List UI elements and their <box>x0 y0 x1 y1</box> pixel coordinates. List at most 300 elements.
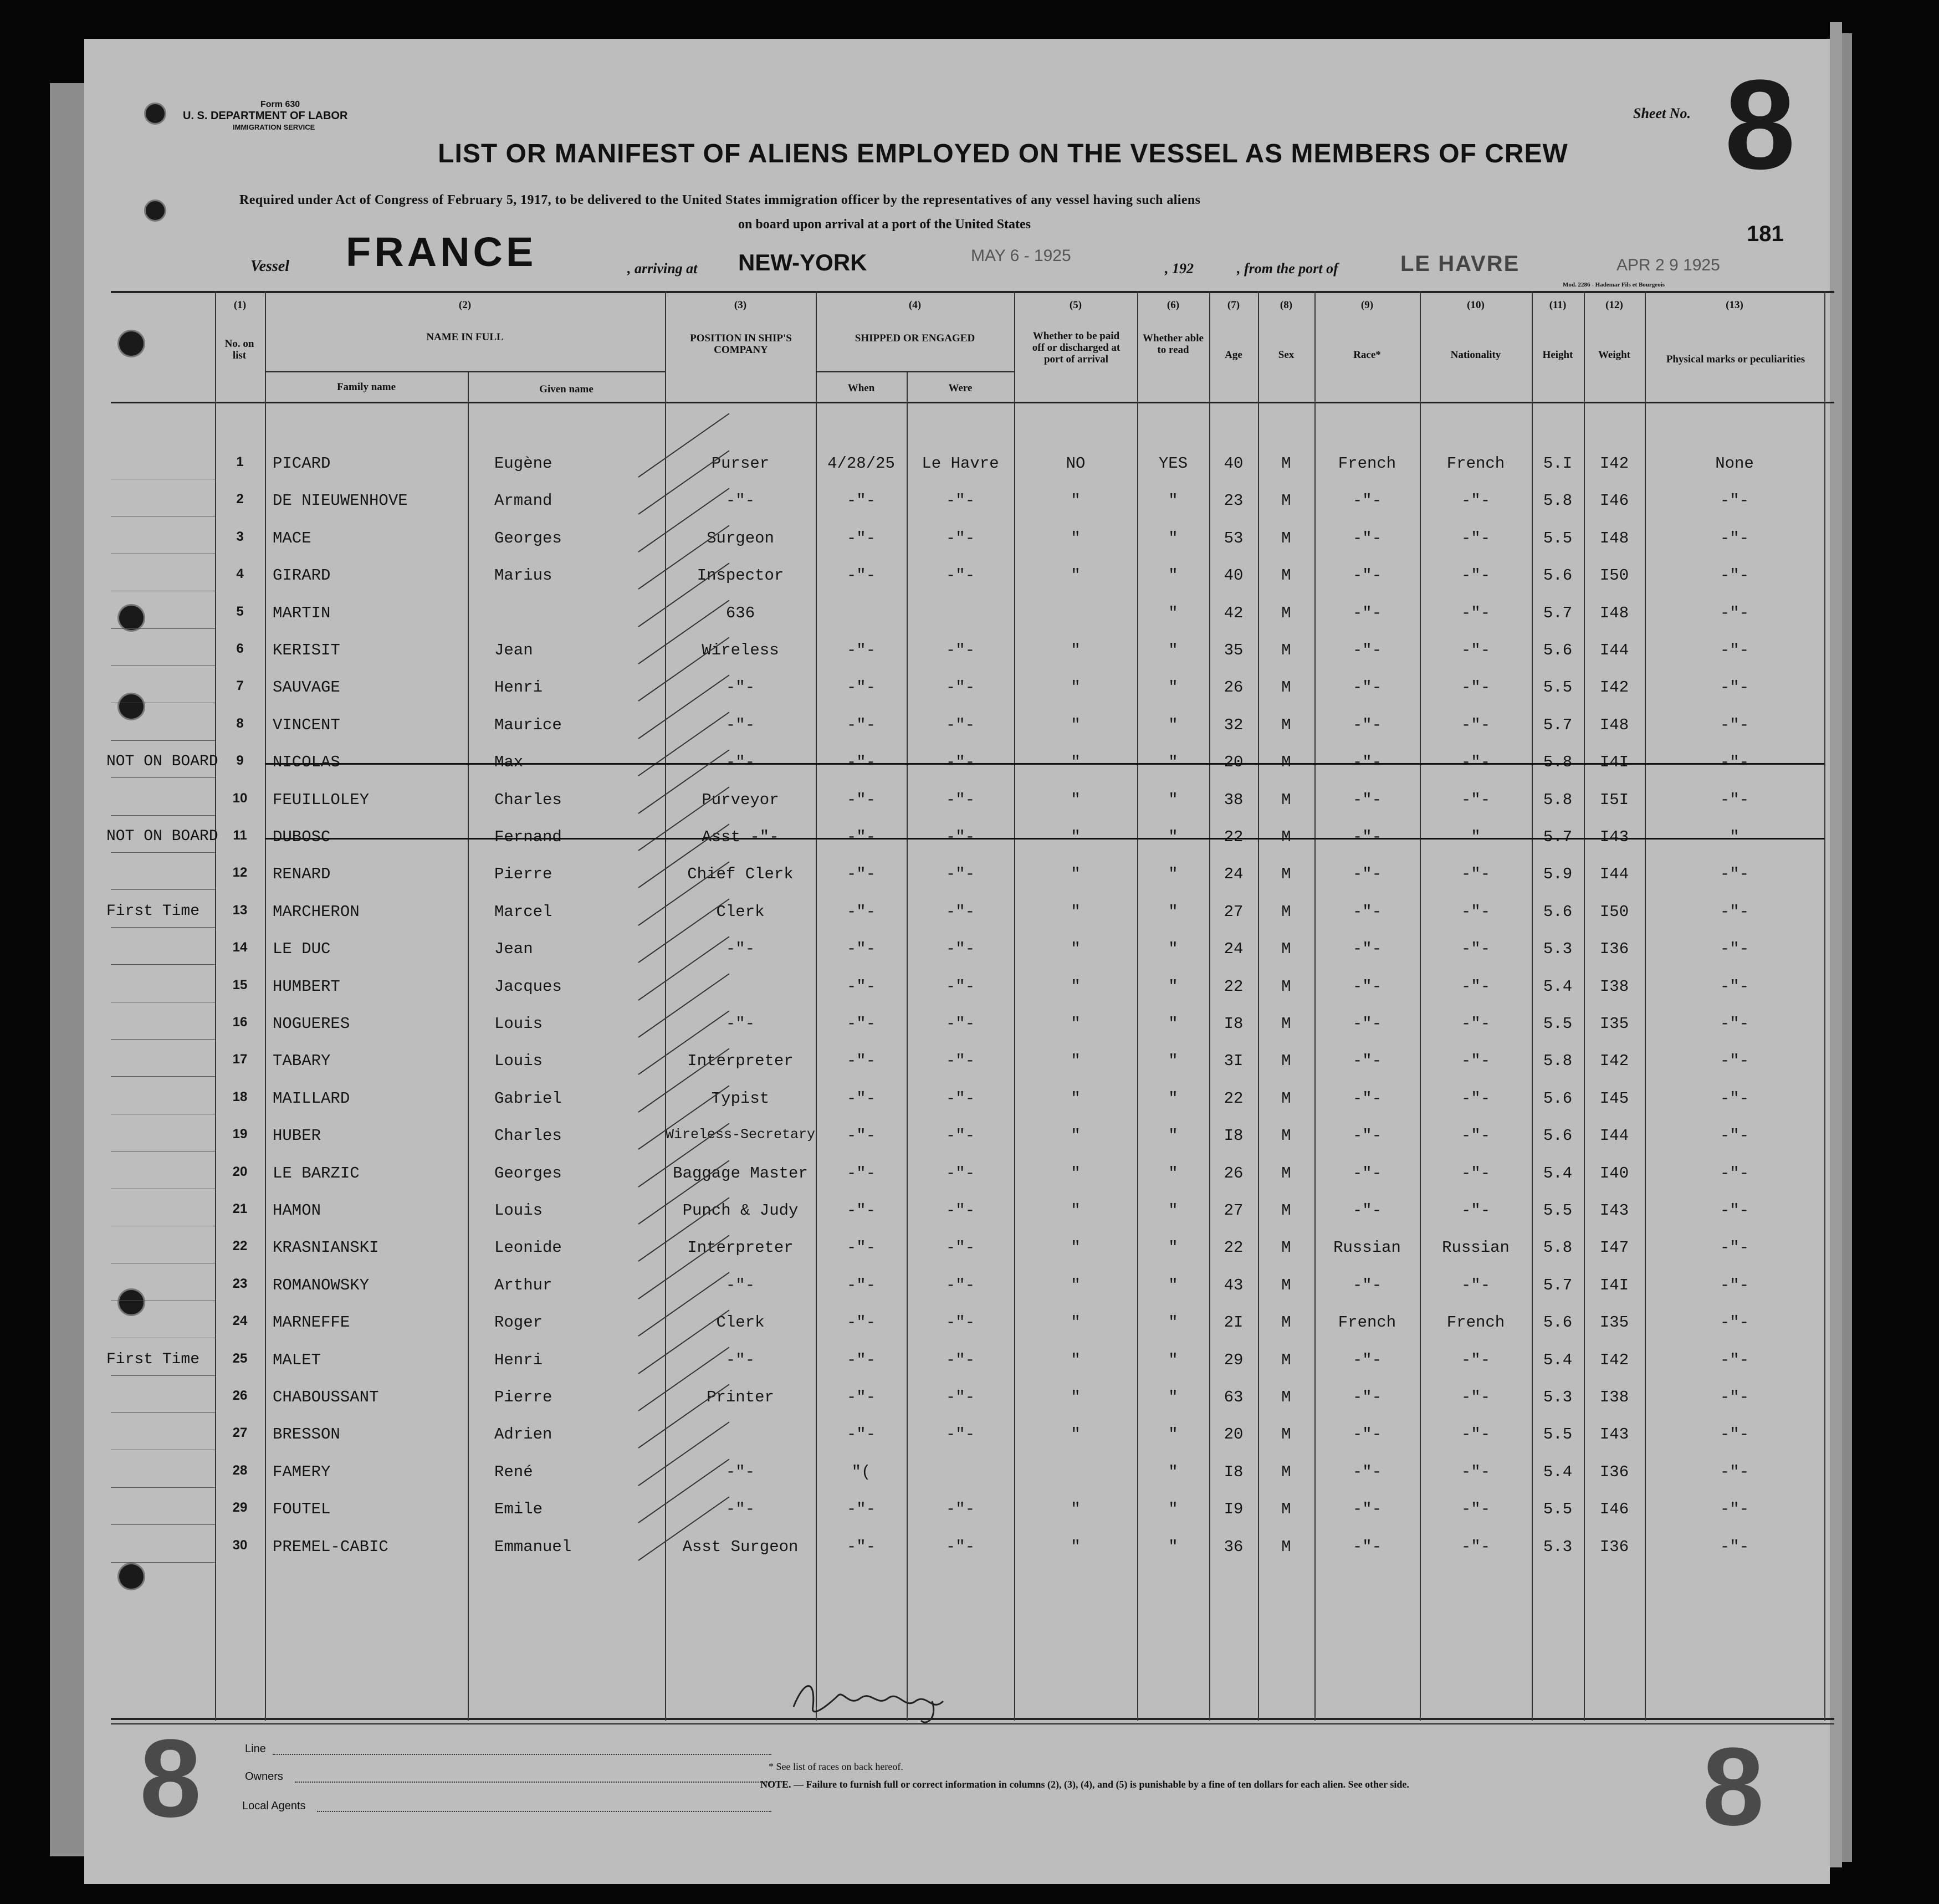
sex: M <box>1281 940 1291 959</box>
page-edge <box>50 83 84 1856</box>
family-name: FOUTEL <box>273 1500 331 1519</box>
sex: M <box>1281 1350 1291 1369</box>
position: Asst Surgeon <box>682 1537 799 1556</box>
shipped-when: -"- <box>846 977 876 996</box>
col5-number: (5) <box>1069 299 1082 311</box>
given-name: Fernand <box>494 828 562 846</box>
nationality: -"- <box>1461 790 1491 809</box>
paid-off: " <box>1071 977 1081 996</box>
given-name: Georges <box>494 1164 562 1183</box>
given-name: Adrien <box>494 1425 552 1444</box>
race: -"- <box>1352 1164 1382 1183</box>
sex: M <box>1281 1201 1291 1220</box>
margin-rule <box>111 927 215 928</box>
shipped-where: -"- <box>945 1089 975 1108</box>
department: U. S. DEPARTMENT OF LABOR <box>183 110 348 122</box>
paid-off: NO <box>1066 454 1086 473</box>
nationality: -"- <box>1461 641 1491 659</box>
col2-number: (2) <box>458 299 472 311</box>
shipped-when: -"- <box>846 865 876 884</box>
age: 26 <box>1224 1164 1244 1183</box>
nationality: -"- <box>1461 753 1491 772</box>
shipped-when: -"- <box>846 641 876 659</box>
row-note: NOT ON BOARD <box>106 828 218 845</box>
shipped-when: 4/28/25 <box>827 454 895 473</box>
height: 5.8 <box>1543 753 1573 772</box>
age: 43 <box>1224 1276 1244 1294</box>
table-header-rule <box>111 402 1834 403</box>
col1-header: No. on list <box>224 338 254 361</box>
physical-marks: -"- <box>1720 790 1749 809</box>
age: 42 <box>1224 603 1244 622</box>
age: 40 <box>1224 566 1244 585</box>
paid-off: " <box>1071 1500 1081 1519</box>
family-name: MARCHERON <box>273 902 360 921</box>
position: 636 <box>725 603 755 622</box>
physical-marks: -"- <box>1720 715 1749 734</box>
race: -"- <box>1352 492 1382 510</box>
weight: I44 <box>1599 865 1629 884</box>
vessel-label: Vessel <box>250 258 289 275</box>
nationality: French <box>1446 1313 1505 1332</box>
position: Inspector <box>697 566 784 585</box>
weight: I36 <box>1599 1537 1629 1556</box>
physical-marks: -"- <box>1720 1537 1749 1556</box>
col8-number: (8) <box>1280 299 1293 311</box>
sex: M <box>1281 1462 1291 1481</box>
margin-rule <box>111 1487 215 1488</box>
position: Wireless-Secretary <box>665 1127 816 1143</box>
weight: I36 <box>1599 940 1629 959</box>
nationality: -"- <box>1461 940 1491 959</box>
col2-header: NAME IN FULL <box>426 331 504 343</box>
row-number: 26 <box>232 1388 248 1403</box>
physical-marks: -"- <box>1720 1276 1749 1294</box>
age: 20 <box>1224 1425 1244 1444</box>
sex: M <box>1281 828 1291 846</box>
able-to-read: " <box>1168 1462 1178 1481</box>
family-name: MAILLARD <box>273 1089 350 1108</box>
weight: I40 <box>1599 1164 1629 1183</box>
row-number: 13 <box>232 902 248 918</box>
binder-hole <box>117 1563 145 1590</box>
sex: M <box>1281 1276 1291 1294</box>
position: Surgeon <box>707 529 774 547</box>
paid-off: " <box>1071 678 1081 697</box>
age: 29 <box>1224 1350 1244 1369</box>
nationality: -"- <box>1461 566 1491 585</box>
column-rule <box>468 371 469 1721</box>
age: 36 <box>1224 1537 1244 1556</box>
given-name: Max <box>494 753 524 772</box>
margin-rule <box>111 628 215 629</box>
age: 53 <box>1224 529 1244 547</box>
shipped-where: -"- <box>945 1238 975 1257</box>
position: -"- <box>725 715 755 734</box>
paid-off: " <box>1071 715 1081 734</box>
shipped-where: -"- <box>945 1127 975 1145</box>
sex: M <box>1281 902 1291 921</box>
physical-marks: -"- <box>1720 492 1749 510</box>
paid-off: " <box>1071 753 1081 772</box>
sheet-label: Sheet No. <box>1633 105 1691 121</box>
family-name: RENARD <box>273 865 331 884</box>
nationality: -"- <box>1461 1388 1491 1406</box>
col13-header: Physical marks or peculiarities <box>1666 354 1805 365</box>
col6-number: (6) <box>1167 299 1180 311</box>
physical-marks: -"- <box>1720 940 1749 959</box>
age: 22 <box>1224 977 1244 996</box>
nationality: French <box>1446 454 1505 473</box>
nationality: -"- <box>1461 529 1491 547</box>
nationality: " <box>1471 828 1481 846</box>
weight: I50 <box>1599 566 1629 585</box>
height: 5.3 <box>1543 1537 1573 1556</box>
position: Purser <box>711 454 770 473</box>
position: Punch & Judy <box>682 1201 799 1220</box>
row-number: 23 <box>232 1276 248 1291</box>
family-name: TABARY <box>273 1052 331 1071</box>
shipped-where: -"- <box>945 1201 975 1220</box>
shipped-where: -"- <box>945 940 975 959</box>
row-number: 24 <box>232 1313 248 1329</box>
race: -"- <box>1352 1127 1382 1145</box>
shipped-when: -"- <box>846 566 876 585</box>
weight: I44 <box>1599 641 1629 659</box>
paid-off: " <box>1071 865 1081 884</box>
paid-off: " <box>1071 1313 1081 1332</box>
col4-number: (4) <box>908 299 922 311</box>
sex: M <box>1281 678 1291 697</box>
family-name: NOGUERES <box>273 1015 350 1033</box>
position: Interpreter <box>687 1052 794 1071</box>
paid-off: " <box>1071 828 1081 846</box>
height: 5.8 <box>1543 1238 1573 1257</box>
strike-through <box>265 763 1824 765</box>
able-to-read: " <box>1168 529 1178 547</box>
race: -"- <box>1352 828 1382 846</box>
sex: M <box>1281 1425 1291 1444</box>
able-to-read: " <box>1168 492 1178 510</box>
service: IMMIGRATION SERVICE <box>233 123 315 131</box>
able-to-read: " <box>1168 715 1178 734</box>
paid-off: " <box>1071 940 1081 959</box>
nationality: -"- <box>1461 1276 1491 1294</box>
race: -"- <box>1352 529 1382 547</box>
departure-port: LE HAVRE <box>1400 252 1520 276</box>
physical-marks: -"- <box>1720 1500 1749 1519</box>
family-name: MARNEFFE <box>273 1313 350 1332</box>
position: Typist <box>711 1089 770 1108</box>
margin-rule <box>111 852 215 853</box>
sex: M <box>1281 715 1291 734</box>
position: -"- <box>725 1015 755 1033</box>
given-name: Pierre <box>494 865 552 884</box>
height: 5.6 <box>1543 902 1573 921</box>
footer-sheet-number-left: 8 <box>140 1717 202 1840</box>
race: -"- <box>1352 753 1382 772</box>
given-name: Maurice <box>494 715 562 734</box>
footer-sheet-number-right: 8 <box>1702 1725 1764 1849</box>
sex: M <box>1281 977 1291 996</box>
family-name: LE BARZIC <box>273 1164 360 1183</box>
shipped-where: -"- <box>945 753 975 772</box>
col12-header: Weight <box>1598 349 1631 361</box>
from-port-label: , from the port of <box>1237 260 1338 277</box>
col4b-header: Were <box>948 382 973 394</box>
row-note: First Time <box>106 902 200 920</box>
family-name: PICARD <box>273 454 331 473</box>
weight: I42 <box>1599 678 1629 697</box>
weight: I43 <box>1599 828 1629 846</box>
age: 27 <box>1224 902 1244 921</box>
footer-agents-rule <box>317 1811 771 1812</box>
nationality: -"- <box>1461 1052 1491 1071</box>
weight: I45 <box>1599 1089 1629 1108</box>
shipped-where: -"- <box>945 1276 975 1294</box>
footer-line-label: Line <box>245 1743 266 1755</box>
age: 24 <box>1224 865 1244 884</box>
given-name: Henri <box>494 1350 543 1369</box>
age: I8 <box>1224 1127 1244 1145</box>
race: -"- <box>1352 1425 1382 1444</box>
family-name: VINCENT <box>273 715 340 734</box>
given-name: Louis <box>494 1052 543 1071</box>
able-to-read: " <box>1168 1313 1178 1332</box>
shipped-subheader-rule <box>816 371 1014 372</box>
physical-marks: -"- <box>1720 566 1749 585</box>
given-name: Emmanuel <box>494 1537 572 1556</box>
position: Printer <box>707 1388 774 1406</box>
col12-number: (12) <box>1605 299 1623 311</box>
able-to-read: " <box>1168 678 1178 697</box>
shipped-when: -"- <box>846 1015 876 1033</box>
age: 22 <box>1224 1238 1244 1257</box>
position: -"- <box>725 753 755 772</box>
able-to-read: " <box>1168 1500 1178 1519</box>
given-name: Louis <box>494 1015 543 1033</box>
row-number: 22 <box>232 1238 248 1254</box>
page-edge <box>1842 33 1852 1862</box>
row-number: 16 <box>232 1015 248 1030</box>
col7-header: Age <box>1225 349 1242 361</box>
printer-mark: Mod. 2286 - Hademar Fils et Bourgeois <box>1563 281 1665 288</box>
row-number: 25 <box>232 1350 248 1366</box>
weight: I42 <box>1599 454 1629 473</box>
height: 5.7 <box>1543 603 1573 622</box>
family-name: HAMON <box>273 1201 321 1220</box>
nationality: -"- <box>1461 1201 1491 1220</box>
binder-hole <box>117 604 145 632</box>
physical-marks: " <box>1730 828 1740 846</box>
row-number: 5 <box>236 603 244 619</box>
shipped-when: -"- <box>846 529 876 547</box>
height: 5.7 <box>1543 715 1573 734</box>
shipped-when: -"- <box>846 1500 876 1519</box>
family-name: FEUILLOLEY <box>273 790 370 809</box>
age: 35 <box>1224 641 1244 659</box>
given-name: Gabriel <box>494 1089 562 1108</box>
shipped-where: -"- <box>945 1500 975 1519</box>
paid-off: " <box>1071 1388 1081 1406</box>
shipped-when: -"- <box>846 1089 876 1108</box>
margin-rule <box>111 1524 215 1525</box>
col7-number: (7) <box>1227 299 1240 311</box>
weight: I46 <box>1599 1500 1629 1519</box>
able-to-read: " <box>1168 1201 1178 1220</box>
col3-header: POSITION IN SHIP'S COMPANY <box>690 332 792 356</box>
weight: I43 <box>1599 1201 1629 1220</box>
margin-rule <box>111 889 215 890</box>
weight: I47 <box>1599 1238 1629 1257</box>
paid-off: " <box>1071 902 1081 921</box>
physical-marks: -"- <box>1720 1127 1749 1145</box>
shipped-when: -"- <box>846 1127 876 1145</box>
weight: I38 <box>1599 977 1629 996</box>
margin-rule <box>111 740 215 741</box>
physical-marks: -"- <box>1720 603 1749 622</box>
row-number: 19 <box>232 1127 248 1142</box>
given-name: Jean <box>494 641 533 659</box>
margin-rule <box>111 1412 215 1413</box>
age: 22 <box>1224 828 1244 846</box>
physical-marks: -"- <box>1720 865 1749 884</box>
binder-hole <box>117 330 145 357</box>
race: -"- <box>1352 1015 1382 1033</box>
weight: I42 <box>1599 1052 1629 1071</box>
row-number: 4 <box>236 566 244 582</box>
col11-header: Height <box>1542 349 1573 361</box>
given-name: Roger <box>494 1313 543 1332</box>
col2a-header: Family name <box>336 381 396 393</box>
able-to-read: " <box>1168 1164 1178 1183</box>
form-number: Form 630 <box>260 100 300 109</box>
shipped-when: -"- <box>846 828 876 846</box>
able-to-read: YES <box>1158 454 1188 473</box>
shipped-where: -"- <box>945 790 975 809</box>
age: I9 <box>1224 1500 1244 1519</box>
row-number: 20 <box>232 1164 248 1179</box>
given-name: Armand <box>494 492 552 510</box>
name-subheader-rule <box>265 371 665 372</box>
year-label: , 192 <box>1165 260 1194 277</box>
column-rule <box>265 291 266 1721</box>
row-number: 1 <box>236 454 244 469</box>
family-name: KERISIT <box>273 641 340 659</box>
footer-owners-label: Owners <box>245 1770 283 1783</box>
arrival-date-stamp: MAY 6 - 1925 <box>971 247 1071 265</box>
physical-marks: -"- <box>1720 678 1749 697</box>
shipped-when: -"- <box>846 940 876 959</box>
physical-marks: None <box>1715 454 1754 473</box>
height: 5.5 <box>1543 529 1573 547</box>
race: -"- <box>1352 1052 1382 1071</box>
position: -"- <box>725 678 755 697</box>
shipped-where: -"- <box>945 641 975 659</box>
margin-rule <box>111 815 215 816</box>
race: -"- <box>1352 678 1382 697</box>
able-to-read: " <box>1168 1388 1178 1406</box>
position: Chief Clerk <box>687 865 794 884</box>
age: 38 <box>1224 790 1244 809</box>
race: -"- <box>1352 1201 1382 1220</box>
nationality: -"- <box>1461 492 1491 510</box>
shipped-where: -"- <box>945 715 975 734</box>
family-name: HUBER <box>273 1127 321 1145</box>
physical-marks: -"- <box>1720 977 1749 996</box>
weight: I38 <box>1599 1388 1629 1406</box>
shipped-when: "( <box>851 1462 871 1481</box>
row-number: 21 <box>232 1201 248 1216</box>
sex: M <box>1281 790 1291 809</box>
nationality: -"- <box>1461 1537 1491 1556</box>
physical-marks: -"- <box>1720 1052 1749 1071</box>
given-name: Arthur <box>494 1276 552 1294</box>
row-number: 6 <box>236 641 244 656</box>
shipped-when: -"- <box>846 1164 876 1183</box>
able-to-read: " <box>1168 1127 1178 1145</box>
given-name: Emile <box>494 1500 543 1519</box>
arriving-label: , arriving at <box>627 260 698 277</box>
height: 5.6 <box>1543 1127 1573 1145</box>
position: Wireless <box>702 641 779 659</box>
paid-off: " <box>1071 1052 1081 1071</box>
position: -"- <box>725 1462 755 1481</box>
race: -"- <box>1352 715 1382 734</box>
shipped-where: -"- <box>945 1313 975 1332</box>
paid-off: " <box>1071 492 1081 510</box>
weight: I48 <box>1599 715 1629 734</box>
family-name: CHABOUSSANT <box>273 1388 379 1406</box>
physical-marks: -"- <box>1720 1462 1749 1481</box>
family-name: SAUVAGE <box>273 678 340 697</box>
sex: M <box>1281 1052 1291 1071</box>
able-to-read: " <box>1168 1276 1178 1294</box>
age: 32 <box>1224 715 1244 734</box>
position: -"- <box>725 1350 755 1369</box>
shipped-when: -"- <box>846 753 876 772</box>
inspector-signature <box>782 1668 960 1729</box>
position: Asst -"- <box>702 828 779 846</box>
weight: I35 <box>1599 1313 1629 1332</box>
sex: M <box>1281 1388 1291 1406</box>
race: -"- <box>1352 1537 1382 1556</box>
height: 5.5 <box>1543 1425 1573 1444</box>
able-to-read: " <box>1168 603 1178 622</box>
binder-hole <box>117 1288 145 1316</box>
nationality: -"- <box>1461 977 1491 996</box>
race: -"- <box>1352 902 1382 921</box>
family-name: ROMANOWSKY <box>273 1276 370 1294</box>
form-subtitle-line2: on board upon arrival at a port of the United States <box>738 217 1031 232</box>
height: 5.3 <box>1543 1388 1573 1406</box>
nationality: -"- <box>1461 865 1491 884</box>
height: 5.8 <box>1543 1052 1573 1071</box>
shipped-where: -"- <box>945 1015 975 1033</box>
able-to-read: " <box>1168 753 1178 772</box>
physical-marks: -"- <box>1720 1425 1749 1444</box>
row-number: 28 <box>232 1462 248 1478</box>
age: I8 <box>1224 1015 1244 1033</box>
shipped-when: -"- <box>846 790 876 809</box>
col1-number: (1) <box>233 299 247 311</box>
given-name: Marcel <box>494 902 552 921</box>
family-name: BRESSON <box>273 1425 340 1444</box>
column-rule <box>1824 291 1825 1721</box>
able-to-read: " <box>1168 1052 1178 1071</box>
margin-rule <box>111 1039 215 1040</box>
row-number: 8 <box>236 715 244 731</box>
